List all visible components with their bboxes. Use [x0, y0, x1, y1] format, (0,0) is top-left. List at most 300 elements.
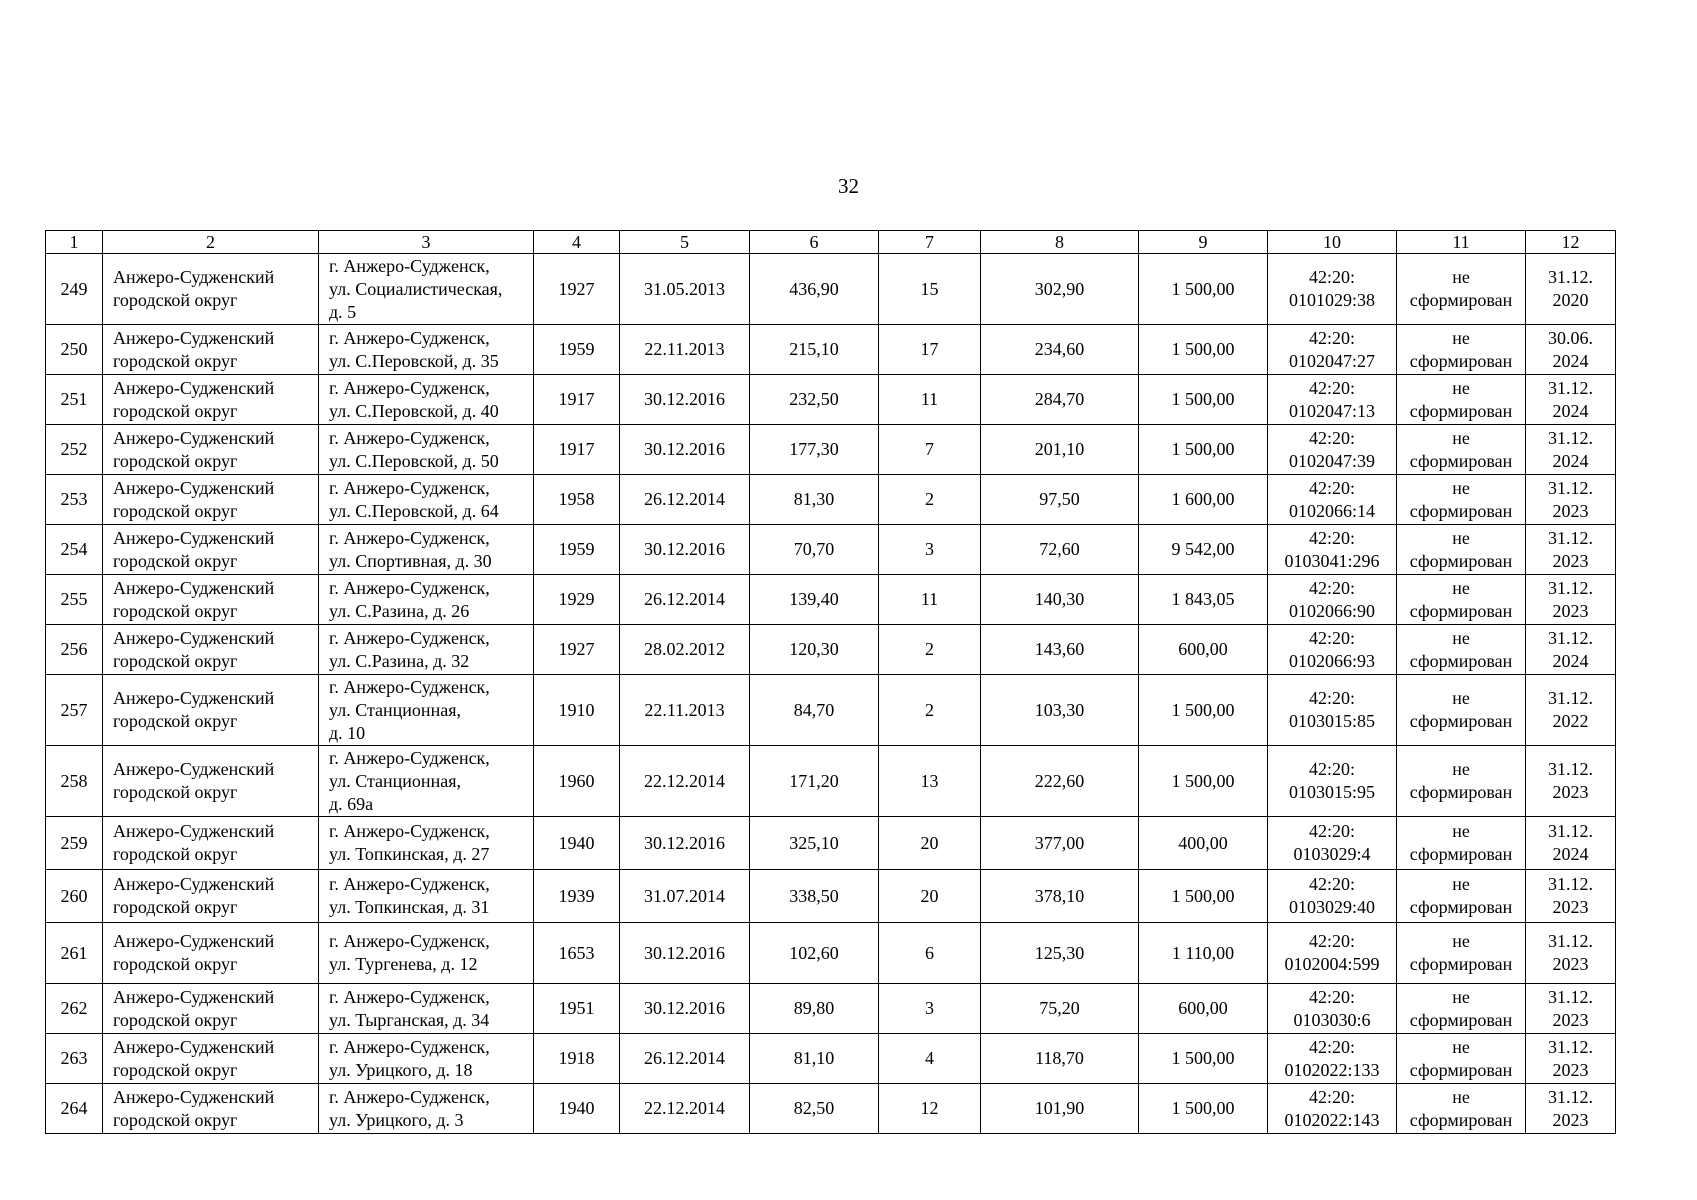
address-cell-line: д. 69а [329, 793, 374, 814]
row-number-cell: 253 [46, 475, 103, 525]
cadastral-number-cell-line: 42:20: [1308, 577, 1355, 598]
municipality-cell-line: Анжеро-Судженский [113, 986, 275, 1007]
row-number-cell: 262 [46, 984, 103, 1034]
municipality-cell [103, 984, 319, 1034]
status-cell-line: не [1452, 577, 1470, 598]
column-7-cell: 2 [879, 475, 981, 525]
status-cell [1397, 870, 1526, 923]
column-6-cell: 171,20 [750, 746, 879, 817]
status-cell-line: не [1452, 627, 1470, 648]
status-cell [1397, 923, 1526, 984]
column-8-cell: 222,60 [981, 746, 1139, 817]
address-cell-line: ул. С.Перовской, д. 35 [329, 350, 499, 371]
status-cell [1397, 675, 1526, 746]
table-row [46, 817, 1616, 870]
municipality-cell [103, 525, 319, 575]
table-row [46, 375, 1616, 425]
deadline-cell-line: 31.12. [1548, 477, 1593, 498]
cadastral-number-cell-line: 42:20: [1308, 874, 1355, 894]
municipality-cell-line: Анжеро-Судженский [113, 931, 275, 951]
column-7-cell: 4 [879, 1034, 981, 1084]
address-cell [319, 475, 534, 525]
date-cell: 30.12.2016 [620, 923, 750, 984]
deadline-cell-line: 31.12. [1548, 931, 1593, 951]
year-cell: 1959 [534, 525, 620, 575]
deadline-cell [1526, 375, 1616, 425]
row-number-cell: 250 [46, 325, 103, 375]
address-cell [319, 1084, 534, 1134]
date-cell: 30.12.2016 [620, 425, 750, 475]
column-6-cell: 177,30 [750, 425, 879, 475]
status-cell-line: не [1452, 267, 1470, 287]
row-number-cell: 252 [46, 425, 103, 475]
year-cell: 1960 [534, 746, 620, 817]
cadastral-number-cell-line: 42:20: [1308, 821, 1355, 841]
municipality-cell-line: Анжеро-Судженский [113, 327, 275, 348]
column-9-cell: 400,00 [1139, 817, 1268, 870]
deadline-cell-line: 2020 [1552, 290, 1589, 310]
status-cell [1397, 575, 1526, 625]
deadline-cell-line: 2023 [1552, 500, 1589, 521]
status-cell-line: не [1452, 427, 1470, 448]
status-cell-line: не [1452, 874, 1470, 894]
cadastral-number-cell [1268, 625, 1397, 675]
cadastral-number-cell-line: 42:20: [1308, 1036, 1355, 1057]
status-cell [1397, 375, 1526, 425]
deadline-cell-line: 31.12. [1548, 627, 1593, 648]
address-cell [319, 254, 534, 325]
page-number: 32 [838, 174, 859, 198]
status-cell-line: сформирован [1409, 650, 1513, 671]
date-cell: 26.12.2014 [620, 475, 750, 525]
cadastral-number-cell [1268, 1084, 1397, 1134]
status-cell-line: не [1452, 986, 1470, 1007]
deadline-cell-line: 31.12. [1548, 577, 1593, 598]
municipality-cell-line: городской округ [113, 1109, 238, 1130]
deadline-cell-line: 31.12. [1548, 427, 1593, 448]
row-number-cell: 256 [46, 625, 103, 675]
deadline-cell-line: 31.12. [1548, 377, 1593, 398]
status-cell [1397, 1084, 1526, 1134]
cadastral-number-cell-line: 0103015:85 [1288, 711, 1375, 731]
status-cell-line: сформирован [1409, 450, 1513, 471]
year-cell: 1940 [534, 1084, 620, 1134]
municipality-cell [103, 870, 319, 923]
status-cell [1397, 1034, 1526, 1084]
municipality-cell-line: городской округ [113, 550, 238, 571]
address-cell-line: ул. Урицкого, д. 3 [329, 1109, 464, 1130]
deadline-cell [1526, 625, 1616, 675]
address-cell-line: г. Анжеро-Судженск, [329, 527, 490, 548]
address-cell-line: ул. С.Разина, д. 32 [329, 650, 470, 671]
deadline-cell-line: 2023 [1552, 600, 1589, 621]
address-cell-line: г. Анжеро-Судженск, [329, 986, 490, 1007]
column-8-cell: 140,30 [981, 575, 1139, 625]
column-9-cell: 1 500,00 [1139, 1034, 1268, 1084]
column-6-cell: 232,50 [750, 375, 879, 425]
year-cell: 1653 [534, 923, 620, 984]
date-cell: 22.11.2013 [620, 675, 750, 746]
municipality-cell-line: городской округ [113, 1059, 238, 1080]
municipality-cell-line: городской округ [113, 844, 238, 864]
municipality-cell-line: городской округ [113, 1009, 238, 1030]
deadline-cell-line: 2024 [1552, 400, 1589, 421]
year-cell: 1959 [534, 325, 620, 375]
cadastral-number-cell-line: 0102066:93 [1288, 650, 1375, 671]
column-header: 10 [1268, 231, 1397, 254]
cadastral-number-cell-line: 42:20: [1308, 931, 1355, 951]
municipality-cell-line: Анжеро-Судженский [113, 527, 275, 548]
cadastral-number-cell-line: 42:20: [1308, 267, 1355, 287]
status-cell [1397, 254, 1526, 325]
cadastral-number-cell-line: 0102047:39 [1288, 450, 1375, 471]
date-cell: 26.12.2014 [620, 575, 750, 625]
cadastral-number-cell [1268, 1034, 1397, 1084]
status-cell-line: не [1452, 931, 1470, 951]
table-row [46, 525, 1616, 575]
status-cell-line: сформирован [1409, 711, 1513, 731]
table-row [46, 1034, 1616, 1084]
housing-table [45, 230, 1616, 1134]
municipality-cell [103, 1084, 319, 1134]
deadline-cell [1526, 746, 1616, 817]
status-cell-line: не [1452, 1086, 1470, 1107]
column-header: 5 [620, 231, 750, 254]
column-7-cell: 12 [879, 1084, 981, 1134]
status-cell-line: не [1452, 688, 1470, 708]
address-cell-line: ул. С.Перовской, д. 50 [329, 450, 499, 471]
deadline-cell-line: 2023 [1552, 1009, 1589, 1030]
deadline-cell-line: 2024 [1552, 650, 1589, 671]
status-cell [1397, 475, 1526, 525]
status-cell [1397, 817, 1526, 870]
column-8-cell: 103,30 [981, 675, 1139, 746]
address-cell [319, 325, 534, 375]
deadline-cell-line: 30.06. [1548, 327, 1593, 348]
year-cell: 1940 [534, 817, 620, 870]
cadastral-number-cell-line: 42:20: [1308, 1086, 1355, 1107]
address-cell [319, 817, 534, 870]
cadastral-number-cell-line: 42:20: [1308, 627, 1355, 648]
address-cell-line: г. Анжеро-Судженск, [329, 931, 490, 951]
cadastral-number-cell [1268, 254, 1397, 325]
row-number-cell: 257 [46, 675, 103, 746]
year-cell: 1939 [534, 870, 620, 923]
cadastral-number-cell [1268, 575, 1397, 625]
deadline-cell-line: 2024 [1552, 450, 1589, 471]
cadastral-number-cell-line: 42:20: [1308, 688, 1355, 708]
status-cell-line: сформирован [1409, 550, 1513, 571]
year-cell: 1958 [534, 475, 620, 525]
column-6-cell: 215,10 [750, 325, 879, 375]
municipality-cell-line: городской округ [113, 897, 238, 917]
row-number-cell: 264 [46, 1084, 103, 1134]
column-7-cell: 2 [879, 675, 981, 746]
municipality-cell-line: Анжеро-Судженский [113, 627, 275, 648]
year-cell: 1917 [534, 375, 620, 425]
address-cell-line: г. Анжеро-Судженск, [329, 821, 490, 841]
deadline-cell-line: 31.12. [1548, 1036, 1593, 1057]
status-cell-line: не [1452, 821, 1470, 841]
column-9-cell: 1 500,00 [1139, 325, 1268, 375]
deadline-cell [1526, 1084, 1616, 1134]
column-6-cell: 139,40 [750, 575, 879, 625]
column-8-cell: 234,60 [981, 325, 1139, 375]
deadline-cell-line: 2024 [1552, 844, 1589, 864]
year-cell: 1917 [534, 425, 620, 475]
cadastral-number-cell [1268, 746, 1397, 817]
municipality-cell [103, 575, 319, 625]
municipality-cell-line: Анжеро-Судженский [113, 874, 275, 894]
municipality-cell-line: городской округ [113, 711, 238, 731]
municipality-cell-line: городской округ [113, 450, 238, 471]
year-cell: 1927 [534, 254, 620, 325]
column-8-cell: 118,70 [981, 1034, 1139, 1084]
housing-table-container [45, 230, 1615, 1134]
cadastral-number-cell-line: 42:20: [1308, 377, 1355, 398]
deadline-cell-line: 31.12. [1548, 1086, 1593, 1107]
status-cell [1397, 525, 1526, 575]
address-cell [319, 575, 534, 625]
municipality-cell-line: Анжеро-Судженский [113, 1086, 275, 1107]
column-8-cell: 143,60 [981, 625, 1139, 675]
cadastral-number-cell-line: 0103030:6 [1293, 1009, 1371, 1030]
date-cell: 22.12.2014 [620, 746, 750, 817]
column-8-cell: 101,90 [981, 1084, 1139, 1134]
table-row [46, 425, 1616, 475]
column-6-cell: 81,30 [750, 475, 879, 525]
status-cell-line: сформирован [1409, 290, 1513, 310]
cadastral-number-cell-line: 42:20: [1308, 759, 1355, 779]
column-9-cell: 1 500,00 [1139, 425, 1268, 475]
column-9-cell: 1 500,00 [1139, 746, 1268, 817]
column-9-cell: 600,00 [1139, 625, 1268, 675]
cadastral-number-cell [1268, 425, 1397, 475]
cadastral-number-cell [1268, 375, 1397, 425]
municipality-cell-line: городской округ [113, 500, 238, 521]
date-cell: 28.02.2012 [620, 625, 750, 675]
table-row [46, 1084, 1616, 1134]
deadline-cell-line: 2023 [1552, 954, 1589, 974]
address-cell-line: ул. Топкинская, д. 31 [329, 897, 490, 917]
column-header: 9 [1139, 231, 1268, 254]
year-cell: 1929 [534, 575, 620, 625]
address-cell [319, 870, 534, 923]
column-7-cell: 3 [879, 525, 981, 575]
column-9-cell: 1 600,00 [1139, 475, 1268, 525]
column-6-cell: 120,30 [750, 625, 879, 675]
cadastral-number-cell-line: 42:20: [1308, 327, 1355, 348]
table-row [46, 746, 1616, 817]
deadline-cell-line: 31.12. [1548, 986, 1593, 1007]
cadastral-number-cell-line: 0103015:95 [1288, 782, 1375, 802]
deadline-cell-line: 2023 [1552, 1059, 1589, 1080]
municipality-cell [103, 746, 319, 817]
deadline-cell [1526, 817, 1616, 870]
table-row [46, 475, 1616, 525]
cadastral-number-cell [1268, 817, 1397, 870]
status-cell-line: не [1452, 377, 1470, 398]
deadline-cell-line: 31.12. [1548, 874, 1593, 894]
deadline-cell [1526, 923, 1616, 984]
column-header: 8 [981, 231, 1139, 254]
deadline-cell [1526, 325, 1616, 375]
municipality-cell-line: Анжеро-Судженский [113, 267, 275, 287]
deadline-cell-line: 2023 [1552, 897, 1589, 917]
date-cell: 22.12.2014 [620, 1084, 750, 1134]
column-7-cell: 20 [879, 870, 981, 923]
column-8-cell: 378,10 [981, 870, 1139, 923]
municipality-cell-line: Анжеро-Судженский [113, 577, 275, 598]
date-cell: 26.12.2014 [620, 1034, 750, 1084]
cadastral-number-cell-line: 0101029:38 [1288, 290, 1375, 310]
address-cell-line: ул. С.Перовской, д. 64 [329, 500, 499, 521]
address-cell-line: ул. Тургенева, д. 12 [329, 954, 478, 974]
column-6-cell: 338,50 [750, 870, 879, 923]
date-cell: 30.12.2016 [620, 525, 750, 575]
date-cell: 31.05.2013 [620, 254, 750, 325]
address-cell-line: ул. Социалистическая, [329, 278, 503, 299]
status-cell-line: не [1452, 477, 1470, 498]
address-cell-line: г. Анжеро-Судженск, [329, 874, 490, 894]
date-cell: 31.07.2014 [620, 870, 750, 923]
column-8-cell: 377,00 [981, 817, 1139, 870]
year-cell: 1910 [534, 675, 620, 746]
municipality-cell [103, 325, 319, 375]
column-9-cell: 1 500,00 [1139, 675, 1268, 746]
cadastral-number-cell [1268, 675, 1397, 746]
cadastral-number-cell-line: 0103041:296 [1284, 550, 1380, 571]
column-6-cell: 81,10 [750, 1034, 879, 1084]
column-8-cell: 284,70 [981, 375, 1139, 425]
column-9-cell: 1 500,00 [1139, 870, 1268, 923]
address-cell-line: ул. Урицкого, д. 18 [329, 1059, 473, 1080]
municipality-cell-line: городской округ [113, 954, 238, 974]
status-cell-line: сформирован [1409, 600, 1513, 621]
column-7-cell: 7 [879, 425, 981, 475]
deadline-cell-line: 2022 [1552, 711, 1589, 731]
address-cell-line: ул. Спортивная, д. 30 [329, 550, 492, 571]
column-header: 2 [103, 231, 319, 254]
column-header: 7 [879, 231, 981, 254]
status-cell-line: сформирован [1409, 400, 1513, 421]
address-cell [319, 746, 534, 817]
deadline-cell [1526, 1034, 1616, 1084]
column-7-cell: 20 [879, 817, 981, 870]
cadastral-number-cell-line: 42:20: [1308, 527, 1355, 548]
cadastral-number-cell-line: 0102022:133 [1284, 1059, 1380, 1080]
status-cell-line: не [1452, 1036, 1470, 1057]
address-cell-line: г. Анжеро-Судженск, [329, 477, 490, 498]
address-cell-line: д. 5 [329, 301, 357, 322]
column-7-cell: 11 [879, 575, 981, 625]
date-cell: 30.12.2016 [620, 375, 750, 425]
column-7-cell: 15 [879, 254, 981, 325]
status-cell-line: сформирован [1409, 782, 1513, 802]
row-number-cell: 263 [46, 1034, 103, 1084]
cadastral-number-cell-line: 42:20: [1308, 427, 1355, 448]
status-cell [1397, 625, 1526, 675]
address-cell-line: г. Анжеро-Судженск, [329, 255, 490, 276]
status-cell [1397, 325, 1526, 375]
row-number-cell: 260 [46, 870, 103, 923]
deadline-cell [1526, 984, 1616, 1034]
date-cell: 30.12.2016 [620, 817, 750, 870]
year-cell: 1918 [534, 1034, 620, 1084]
table-row [46, 625, 1616, 675]
table-row [46, 984, 1616, 1034]
cadastral-number-cell [1268, 923, 1397, 984]
address-cell-line: г. Анжеро-Судженск, [329, 676, 490, 697]
status-cell-line: сформирован [1409, 897, 1513, 917]
cadastral-number-cell-line: 42:20: [1308, 986, 1355, 1007]
status-cell-line: сформирован [1409, 954, 1513, 974]
column-9-cell: 1 500,00 [1139, 254, 1268, 325]
address-cell-line: ул. Топкинская, д. 27 [329, 844, 490, 864]
address-cell-line: ул. С.Перовской, д. 40 [329, 400, 499, 421]
deadline-cell-line: 2024 [1552, 350, 1589, 371]
deadline-cell [1526, 870, 1616, 923]
column-header: 11 [1397, 231, 1526, 254]
row-number-cell: 259 [46, 817, 103, 870]
address-cell [319, 675, 534, 746]
column-7-cell: 13 [879, 746, 981, 817]
status-cell-line: не [1452, 527, 1470, 548]
deadline-cell [1526, 575, 1616, 625]
column-8-cell: 97,50 [981, 475, 1139, 525]
municipality-cell [103, 1034, 319, 1084]
column-header: 1 [46, 231, 103, 254]
address-cell [319, 525, 534, 575]
status-cell-line: сформирован [1409, 844, 1513, 864]
status-cell-line: не [1452, 759, 1470, 779]
municipality-cell [103, 425, 319, 475]
date-cell: 22.11.2013 [620, 325, 750, 375]
address-cell-line: г. Анжеро-Судженск, [329, 627, 490, 648]
column-9-cell: 1 843,05 [1139, 575, 1268, 625]
address-cell-line: г. Анжеро-Судженск, [329, 1086, 490, 1107]
table-row [46, 870, 1616, 923]
address-cell-line: г. Анжеро-Судженск, [329, 377, 490, 398]
cadastral-number-cell [1268, 475, 1397, 525]
table-row [46, 254, 1616, 325]
status-cell-line: сформирован [1409, 1009, 1513, 1030]
column-8-cell: 75,20 [981, 984, 1139, 1034]
cadastral-number-cell-line: 0102022:143 [1284, 1109, 1380, 1130]
deadline-cell-line: 2023 [1552, 782, 1589, 802]
column-header: 4 [534, 231, 620, 254]
row-number-cell: 255 [46, 575, 103, 625]
column-8-cell: 302,90 [981, 254, 1139, 325]
address-cell [319, 1034, 534, 1084]
address-cell-line: г. Анжеро-Судженск, [329, 747, 490, 768]
status-cell-line: сформирован [1409, 1109, 1513, 1130]
row-number-cell: 261 [46, 923, 103, 984]
column-header: 3 [319, 231, 534, 254]
municipality-cell [103, 475, 319, 525]
column-9-cell: 1 110,00 [1139, 923, 1268, 984]
column-header: 12 [1526, 231, 1616, 254]
address-cell [319, 923, 534, 984]
municipality-cell [103, 817, 319, 870]
municipality-cell-line: городской округ [113, 290, 238, 310]
deadline-cell-line: 2023 [1552, 1109, 1589, 1130]
municipality-cell-line: Анжеро-Судженский [113, 477, 275, 498]
cadastral-number-cell-line: 0103029:4 [1293, 844, 1371, 864]
deadline-cell [1526, 525, 1616, 575]
status-cell [1397, 425, 1526, 475]
address-cell [319, 984, 534, 1034]
